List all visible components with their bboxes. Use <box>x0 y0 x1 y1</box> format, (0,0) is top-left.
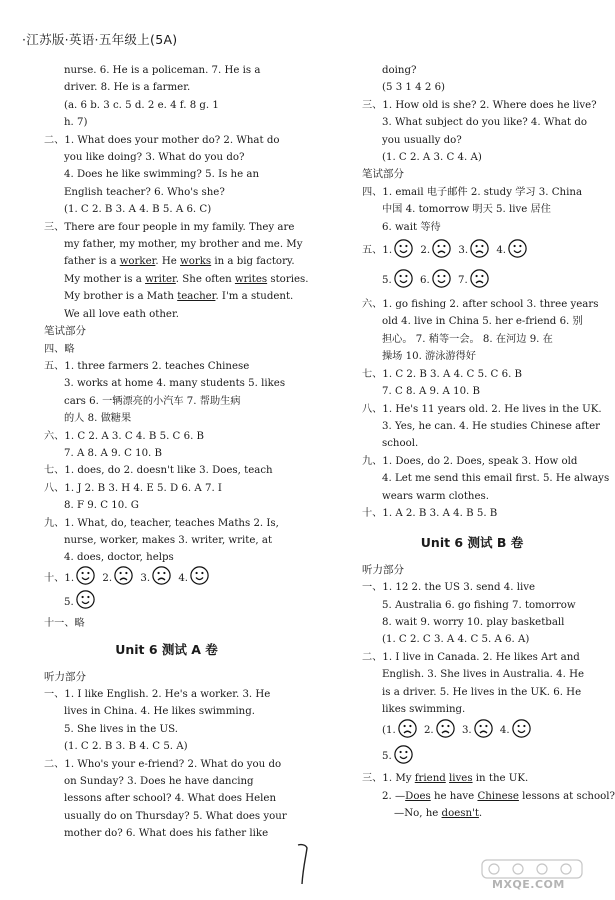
r-section-3-line: 三、1. How old is she? 2. Where does he live? <box>362 99 597 111</box>
underlined-word: worker <box>119 256 156 268</box>
section-2-line: 4. Does he like swimming? 5. Is he an <box>64 169 260 181</box>
section-3-line: my father, my mother, my brother and me. My <box>64 239 303 251</box>
answer-line: driver. 8. He is a farmer. <box>64 82 191 94</box>
happy-face-icon <box>76 590 95 609</box>
r-section-4-line: 四、1. email 电子邮件 2. study 学习 3. China <box>362 186 583 198</box>
b-listening-2-faces: (1. 2. 3. 4. <box>362 718 582 744</box>
section-2-line: 二、1. What does your mother do? 2. What do <box>44 134 280 146</box>
b-listening-1-line: 8. wait 9. worry 10. play basketball <box>382 616 565 628</box>
happy-face-icon <box>394 269 413 288</box>
unit-a-title: Unit 6 测试 A 卷 <box>115 642 218 658</box>
sad-face-icon <box>114 566 133 585</box>
section-5-line: 的人 8. 做糖果 <box>64 413 132 425</box>
section-4-line: 四、略 <box>44 343 75 355</box>
section-9-line: nurse, worker, makes 3. writer, write, at <box>64 534 273 546</box>
section-10-faces: 十、1. 2. 3. 4. <box>44 567 289 591</box>
r-section-8-line: school. <box>382 438 419 450</box>
section-9-line: 九、1. What, do, teacher, teaches Maths 2. Is, <box>44 517 279 529</box>
listening-2-line: mother do? 6. What does his father like <box>64 828 269 840</box>
r-section-3-line: you usually do? <box>382 134 462 146</box>
r-section-6-line: 操场 10. 游泳游得好 <box>382 351 476 363</box>
sad-face-icon <box>470 239 489 258</box>
happy-face-icon <box>512 719 531 738</box>
b-section-3-line: 三、1. My friend lives in the UK. <box>362 773 529 785</box>
section-2-line: (1. C 2. B 3. A 4. B 5. A 6. C) <box>64 204 212 216</box>
section-7-line: 七、1. does, do 2. doesn't like 3. Does, teach <box>44 465 273 477</box>
sad-face-icon <box>152 566 171 585</box>
answer-line: doing? <box>382 65 417 76</box>
b-listening-2-line: is a driver. 5. He lives in the UK. 6. He <box>382 686 582 698</box>
b-listening-2-faces: 5. <box>362 744 582 770</box>
sad-face-icon <box>436 719 455 738</box>
r-section-7-line: 7. C 8. A 9. A 10. B <box>382 386 481 398</box>
listening-heading: 听力部分 <box>44 670 86 683</box>
listening-1-line: (1. C 2. B 3. B 4. C 5. A) <box>64 741 188 753</box>
r-section-10-line: 十、1. A 2. B 3. A 4. B 5. B <box>362 507 498 519</box>
section-11-line: 十一、略 <box>44 617 85 629</box>
sad-face-icon <box>432 239 451 258</box>
section-5-line: 五、1. three farmers 2. teaches Chinese <box>44 360 250 372</box>
happy-face-icon <box>190 566 209 585</box>
r-section-9-line: 九、1. Does, do 2. Does, speak 3. How old <box>362 455 578 467</box>
happy-face-icon <box>76 566 95 585</box>
section-3-line: father is a worker. He works in a big factory. <box>64 256 295 268</box>
r-section-6-line: 六、1. go fishing 2. after school 3. three years <box>362 299 599 311</box>
r-section-6-line: old 4. live in China 5. her e-friend 6. 别 <box>382 316 583 328</box>
b-listening-1-line: 一、1. 12 2. the US 3. send 4. live <box>362 582 536 594</box>
left-column <box>44 62 309 843</box>
b-listening-2-line: 二、1. I live in Canada. 2. He likes Art and <box>362 651 580 663</box>
sad-face-icon <box>398 719 417 738</box>
sad-face-icon <box>470 269 489 288</box>
r-section-7-line: 七、1. C 2. B 3. A 4. C 5. C 6. B <box>362 368 523 380</box>
r-section-8-line: 3. Yes, he can. 4. He studies Chinese after <box>382 420 600 432</box>
r-section-3-line: (1. C 2. A 3. C 4. A) <box>382 152 482 164</box>
b-listening-2-line: English. 3. She lives in Australia. 4. He <box>382 669 585 681</box>
r-section-9-line: 4. Let me send this email first. 5. He always <box>382 473 610 485</box>
b-section-3-line: 2. —Does he have Chinese lessons at school? <box>382 790 615 802</box>
b-listening-1-line: (1. C 2. C 3. A 4. C 5. A 6. A) <box>382 634 530 646</box>
r-section-4-line: 中国 4. tomorrow 明天 5. live 居住 <box>382 204 551 216</box>
written-heading: 笔试部分 <box>362 168 404 181</box>
section-3-line: We all love eath other. <box>64 308 179 320</box>
underlined-word: lives <box>449 773 473 785</box>
listening-1-line: lives in China. 4. He likes swimming. <box>64 706 255 718</box>
listening-2-line: usually do on Thursday? 5. What does your <box>64 810 287 822</box>
r-section-3-line: 3. What subject do you like? 4. What do <box>382 117 587 129</box>
happy-face-icon <box>508 239 527 258</box>
answer-line: nurse. 6. He is a policeman. 7. He is a <box>64 65 261 76</box>
answer-line: (5 3 1 4 2 6) <box>382 82 446 94</box>
sad-face-icon <box>474 719 493 738</box>
r-section-5-faces: 五、1. 2. 3. 4. <box>362 236 582 266</box>
answer-line: (a. 6 b. 3 c. 5 d. 2 e. 4 f. 8 g. 1 <box>64 99 219 111</box>
happy-face-icon <box>394 745 413 764</box>
underlined-word: works <box>180 256 212 268</box>
section-6-line: 六、1. C 2. A 3. C 4. B 5. C 6. B <box>44 430 205 442</box>
listening-1-line: 一、1. I like English. 2. He's a worker. 3. He <box>44 689 271 700</box>
listening-heading: 听力部分 <box>362 563 404 576</box>
section-3-line: 三、There are four people in my family. They are <box>44 221 295 233</box>
section-2-line: you like doing? 3. What do you do? <box>64 152 245 164</box>
underlined-word: Does <box>405 790 431 802</box>
underlined-word: writes <box>234 273 268 285</box>
underlined-word: doesn't <box>441 808 479 820</box>
r-section-5-faces: 5. 6. 7. <box>362 266 582 296</box>
watermark-text: MXQE.COM <box>492 878 565 891</box>
b-listening-1-line: 5. Australia 6. go fishing 7. tomorrow <box>382 599 576 611</box>
section-8-line: 8. F 9. C 10. G <box>64 500 139 512</box>
section-5-line: 3. works at home 4. many students 5. likes <box>64 378 286 390</box>
happy-face-icon <box>432 269 451 288</box>
unit-b-title: Unit 6 测试 B 卷 <box>420 535 524 551</box>
r-section-4-line: 6. wait 等待 <box>382 221 441 233</box>
handwritten-mark <box>296 842 310 886</box>
section-10-faces: 5. <box>44 591 289 615</box>
section-3-line: My brother is a Math teacher. I'm a student. <box>64 291 294 303</box>
section-2-line: English teacher? 6. Who's she? <box>64 186 225 198</box>
b-listening-2-line: likes swimming. <box>382 704 466 715</box>
section-5-line: cars 6. 一辆漂亮的小汽车 7. 帮助生病 <box>64 395 241 407</box>
section-9-line: 4. does, doctor, helps <box>64 552 174 564</box>
listening-2-line: 二、1. Who's your e-friend? 2. What do you do <box>44 758 282 770</box>
underlined-word: teacher <box>177 291 216 303</box>
answer-line: h. 7) <box>64 117 88 129</box>
underlined-word: Chinese <box>477 790 519 802</box>
underlined-word: writer <box>145 273 176 285</box>
r-section-6-line: 担心。 7. 稍等一会。 8. 在河边 9. 在 <box>382 333 553 345</box>
right-column <box>362 62 615 823</box>
happy-face-icon <box>394 239 413 258</box>
listening-2-line: lessons after school? 4. What does Helen <box>64 793 277 805</box>
page-header: ·江苏版·英语·五年级上(5A) <box>22 32 178 47</box>
underlined-word: friend <box>414 773 446 785</box>
section-6-line: 7. A 8. A 9. C 10. B <box>64 447 163 459</box>
listening-1-line: 5. She lives in the US. <box>64 723 178 735</box>
b-section-3-line: —No, he doesn't. <box>394 808 483 820</box>
listening-2-line: on Sunday? 3. Does he have dancing <box>64 776 254 788</box>
r-section-9-line: wears warm clothes. <box>382 490 489 502</box>
written-heading: 笔试部分 <box>44 325 86 338</box>
watermark-logo <box>478 858 588 896</box>
section-3-line: My mother is a writer. She often writes stories. <box>64 273 309 285</box>
section-8-line: 八、1. J 2. B 3. H 4. E 5. D 6. A 7. I <box>44 482 222 494</box>
r-section-8-line: 八、1. He's 11 years old. 2. He lives in the UK. <box>362 403 602 415</box>
